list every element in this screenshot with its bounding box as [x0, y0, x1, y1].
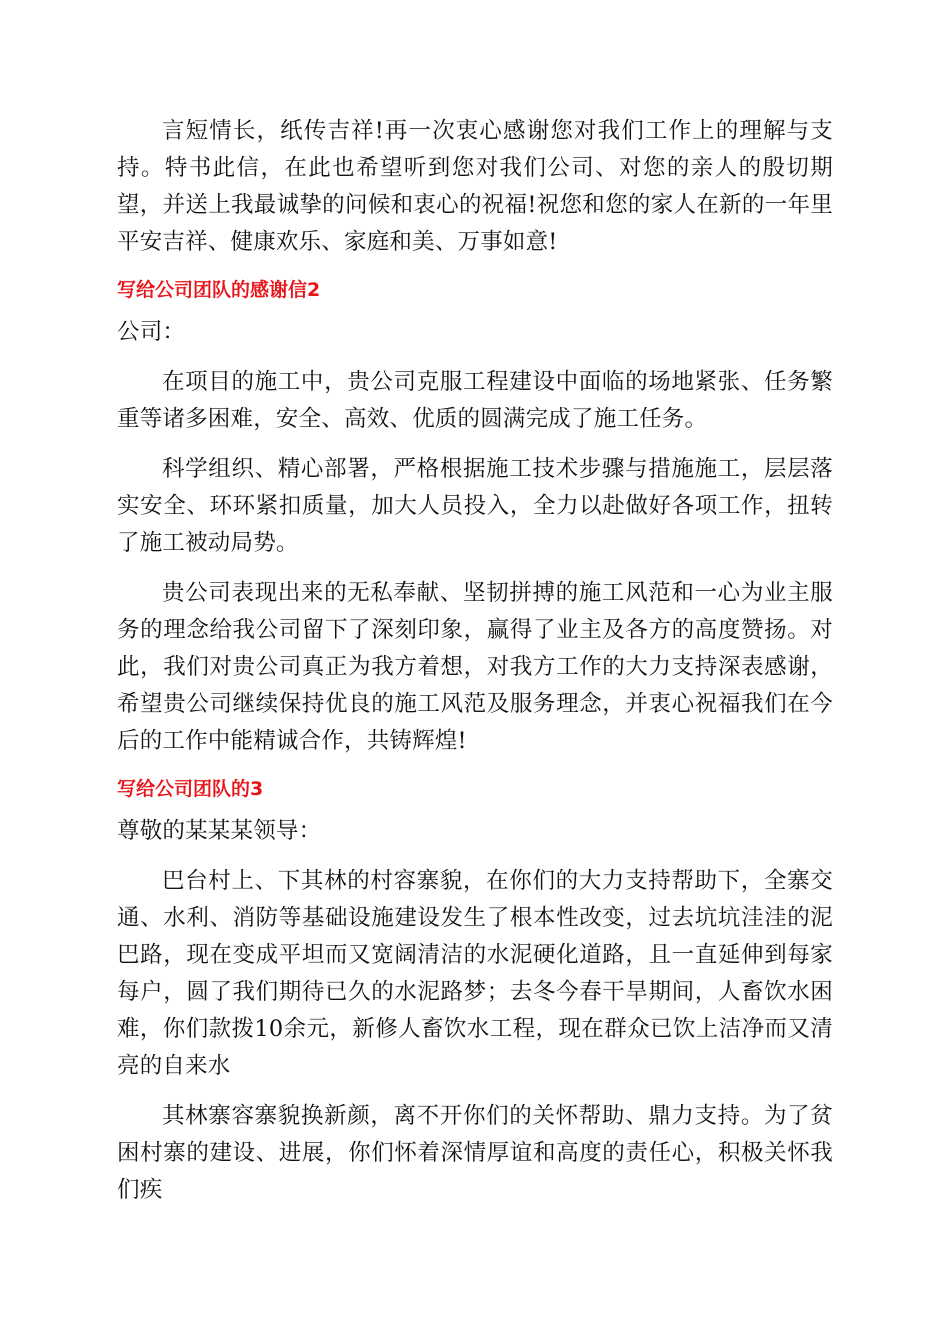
letter2-paragraph: 贵公司表现出来的无私奉献、坚韧拼搏的施工风范和一心为业主服务的理念给我公司留下了深刻印象，赢得了业主及各方的高度赞扬。对此，我们对贵公司真正为我方着想，对我方工作的大力支持深表感谢，希望贵公司继续保持优良的施工风范及服务理念，并衷心祝福我们在今后的工作中能精诚合作，共铸辉煌! [117, 580, 833, 754]
letter2-heading: 写给公司团队的感谢信2 [117, 279, 321, 301]
letter2-paragraph: 科学组织、精心部署，严格根据施工技术步骤与措施施工，层层落实安全、环环紧扣质量，加大人员投入，全力以赴做好各项工作，扭转了施工被动局势。 [117, 456, 833, 556]
document-page [117, 113, 833, 1222]
letter2-paragraph: 在项目的施工中，贵公司克服工程建设中面临的场地紧张、任务繁重等诸多困难，安全、高效、优质的圆满完成了施工任务。 [117, 369, 833, 432]
letter3-salutation: 尊敬的某某某领导： [117, 818, 322, 844]
letter3-paragraph: 巴台村上、下其林的村容寨貌，在你们的大力支持帮助下，全寨交通、水利、消防等基础设施建设发生了根本性改变，过去坑坑洼洼的泥巴路，现在变成平坦而又宽阔清洁的水泥硬化道路，且一直延伸到每家每户，圆了我们期待已久的水泥路梦；去冬今春干旱期间，人畜饮水困难，你们款拨10余元，新修人畜饮水工程，现在群众已饮上洁净而又清亮的自来水 [117, 868, 833, 1079]
letter3-heading: 写给公司团队的3 [117, 778, 264, 800]
letter3-paragraph: 其林寨容寨貌换新颜，离不开你们的关怀帮助、鼎力支持。为了贫困村寨的建设、进展，你们怀着深情厚谊和高度的责任心，积极关怀我们疾 [117, 1103, 833, 1203]
letter1-closing-paragraph: 言短情长，纸传吉祥!再一次衷心感谢您对我们工作上的理解与支持。特书此信，在此也希望听到您对我们公司、对您的亲人的殷切期望，并送上我最诚挚的问候和衷心的祝福!祝您和您的家人在新的一年里平安吉祥、健康欢乐、家庭和美、万事如意! [117, 118, 833, 255]
letter2-salutation: 公司： [117, 319, 186, 345]
